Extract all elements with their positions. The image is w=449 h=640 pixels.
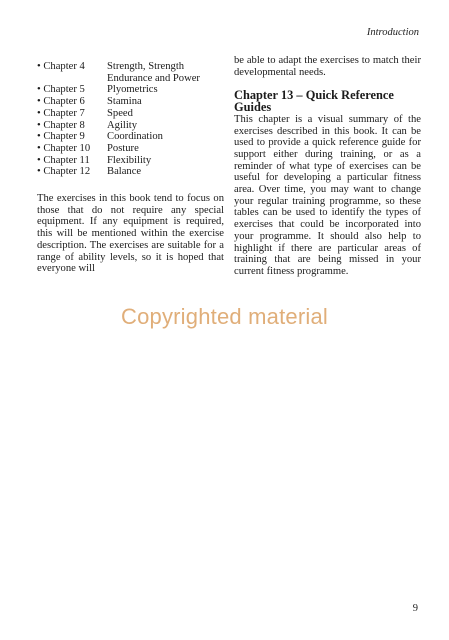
chapter-topic: Posture	[107, 142, 139, 154]
page-number: 9	[412, 603, 418, 614]
chapter-list-item	[37, 155, 224, 167]
chapter-list-item	[37, 108, 224, 120]
chapter-topic: Balance	[107, 166, 142, 178]
chapter-number: • Chapter 12	[37, 166, 91, 178]
running-header: Introduction	[366, 27, 419, 38]
chapter-list-item	[37, 166, 224, 178]
continued-paragraph: be able to adapt the exercises to match their developmental needs.	[234, 55, 421, 78]
chapter-number: • Chapter 5	[37, 84, 85, 96]
left-column	[37, 61, 224, 275]
chapter-topic: Plyometrics	[107, 84, 158, 96]
watermark: Copyrighted material	[121, 304, 328, 329]
chapter-list-item	[37, 84, 224, 96]
chapter-topic: Strength, Strength Endurance and Power	[107, 61, 200, 84]
chapter-number: • Chapter 7	[37, 107, 85, 119]
chapter-number: • Chapter 11	[37, 154, 90, 166]
chapter-list-item	[37, 131, 224, 143]
chapter-list-item	[37, 61, 224, 84]
chapter-list	[37, 61, 224, 178]
chapter-number: • Chapter 8	[37, 119, 85, 131]
chapter-topic: Speed	[107, 107, 133, 119]
right-column	[234, 55, 421, 278]
chapter-number: • Chapter 10	[37, 142, 91, 154]
chapter-topic: Stamina	[107, 96, 142, 108]
chapter-number: • Chapter 6	[37, 96, 85, 108]
chapter-number: • Chapter 4	[37, 61, 85, 72]
chapter-topic: Flexibility	[107, 154, 152, 166]
chapter-list-item	[37, 96, 224, 108]
chapter-list-item	[37, 143, 224, 155]
chapter-number: • Chapter 9	[37, 131, 85, 143]
chapter-topic: Coordination	[107, 131, 163, 143]
body-paragraph: This chapter is a visual summary of the exercises described in this book. It can be used to provide a quick reference guide for support either during training, or as a reminder of what type of exercises can be useful for developing a particular fitness area. Over time, you may want to change your regular training programme, so these tables can be used to identify the types of exercises that could be incorporated into your programme. It should also help to highlight if there are particular areas of training that are being missed in your current fitness programme.	[234, 113, 421, 277]
body-paragraph: The exercises in this book tend to focus on those that do not require any special equipment. If any equipment is required, this will be mentioned within the exercise description. The exercises are suitable for a range of ability levels, so it is hoped that everyone will	[37, 193, 224, 275]
chapter-list-item	[37, 120, 224, 132]
chapter-topic: Agility	[107, 119, 138, 131]
section-heading: Chapter 13 – Quick Reference Guides	[234, 88, 394, 115]
